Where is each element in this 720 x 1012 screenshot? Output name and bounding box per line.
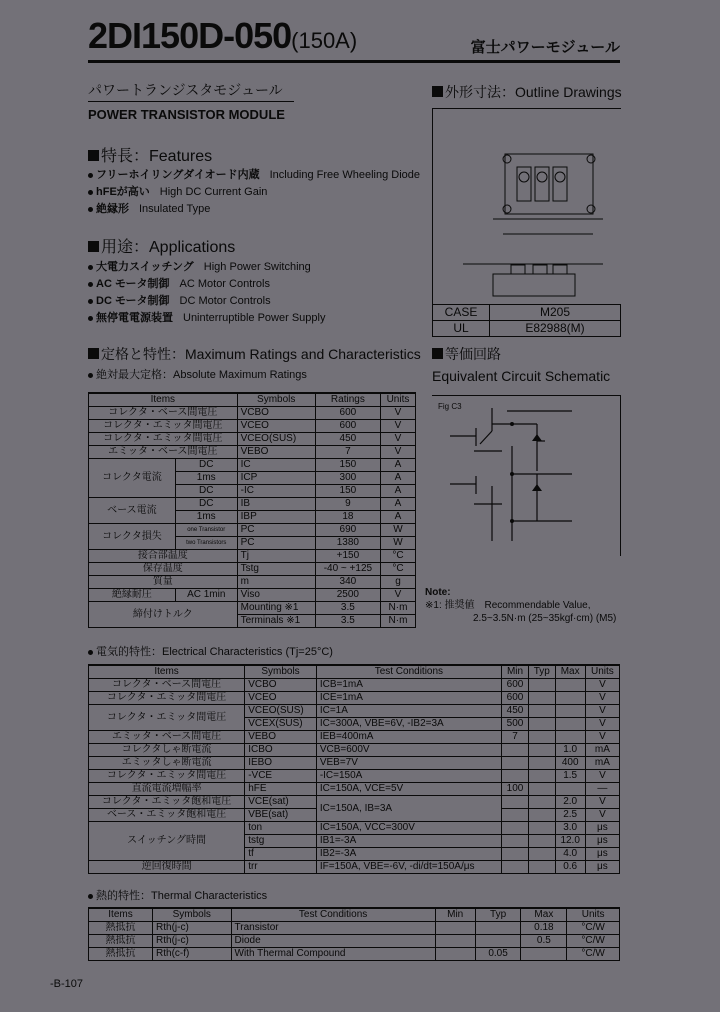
case-table	[432, 304, 621, 337]
figure-label: Fig C3	[438, 402, 462, 411]
electrical-heading: 電気的特性：Electrical Characteristics (Tj=25°C)	[88, 644, 333, 661]
thermal-heading: 熱的特性：Thermal Characteristics	[88, 888, 267, 905]
table-row: ベース・エミッタ飽和電圧 VBE(sat) 2.5 V	[89, 809, 620, 822]
table-row: 接合部温度 Tj +150 °C	[89, 550, 416, 563]
case-value: M205	[490, 305, 621, 321]
table-row: エミッタ・ベース間電圧 VEBO IEB=400mA 7 V	[89, 731, 620, 744]
table-row: VCEX(SUS) IC=300A, VBE=6V, -IB2=3A 500 V	[89, 718, 620, 731]
table-row: ベース電流 DC IB 9 A	[89, 498, 416, 511]
features-list	[88, 167, 420, 218]
abs-max-heading: 絶対最大定格：Absolute Maximum Ratings	[88, 367, 307, 384]
table-row: コレクタ・エミッタ飽和電圧 VCE(sat) IC=150A, IB=3A 2.0 V	[89, 796, 620, 809]
feature-item: hFEが高い High DC Current Gain	[88, 184, 420, 201]
application-item: DC モータ制御 DC Motor Controls	[88, 293, 325, 310]
square-bullet-icon	[88, 150, 99, 161]
ul-value: E82988(M)	[490, 321, 621, 337]
note: Note: ※1: 推奨値 Recommendable Value, 2.5~3.5N·m (25~35kgf·cm) (M5)	[425, 587, 617, 624]
square-bullet-icon	[432, 86, 443, 97]
table-row: コレクタ・エミッタ間電圧 -VCE -IC=150A 1.5 V	[89, 770, 620, 783]
bullet-icon	[88, 373, 93, 378]
table-row: 熱抵抗 Rth(j-c) Transistor 0.18 °C/W	[89, 922, 620, 935]
table-row: コレクタ・ベース間電圧 VCBO ICB=1mA 600 V	[89, 679, 620, 692]
table-row: コレクタ・エミッタ間電圧 VCEO(SUS) IC=1A 450 V	[89, 705, 620, 718]
table-row: コレクタ・エミッタ間電圧 VCEO 600 V	[89, 420, 416, 433]
bullet-icon	[88, 282, 93, 287]
table-row: コレクタ電流 DC IC 150 A	[89, 459, 416, 472]
abs-max-table	[88, 392, 416, 628]
circuit-schematic	[432, 395, 621, 556]
table-row: 逆回復時間 trr IF=150A, VBE=-6V, -di/dt=150A/μs 0.6 μs	[89, 861, 620, 874]
bullet-icon	[88, 190, 93, 195]
table-row: エミッタ・ベース間電圧 VEBO 7 V	[89, 446, 416, 459]
features-heading: 特長：Features	[88, 143, 212, 166]
table-row: スイッチング時間 ton IC=150A, VCC=300V 3.0 μs	[89, 822, 620, 835]
circuit-heading-jp: 等価回路	[432, 344, 501, 364]
brand-label: 富士パワーモジュール	[470, 39, 620, 56]
feature-item: 絶縁形 Insulated Type	[88, 201, 420, 218]
table-row: 1ms IBP 18 A	[89, 511, 416, 524]
table-row: Terminals ※1 3.5 N·m	[89, 615, 416, 628]
table-row: エミッタしゃ断電流 IEBO VEB=7V 400 mA	[89, 757, 620, 770]
ul-label: UL	[433, 321, 490, 337]
outline-drawing-icon	[433, 109, 621, 305]
table-row: 直流電流増幅率 hFE IC=150A, VCE=5V 100 —	[89, 783, 620, 796]
applications-heading: 用途：Applications	[88, 234, 235, 257]
square-bullet-icon	[88, 241, 99, 252]
bullet-icon	[88, 650, 93, 655]
table-row: 絶縁耐圧 AC 1min Viso 2500 V	[89, 589, 416, 602]
product-name-en: POWER TRANSISTOR MODULE	[88, 107, 285, 122]
table-row: コレクタ損失 one Transistor PC 690 W	[89, 524, 416, 537]
table-header: Items Symbols Test Conditions Min Typ Max Units	[89, 908, 620, 922]
bullet-icon	[88, 173, 93, 178]
applications-list	[88, 259, 325, 327]
feature-item: フリーホイリングダイオード内蔵 Including Free Wheeling Diode	[88, 167, 420, 184]
table-row: コレクタしゃ断電流 ICBO VCB=600V 1.0 mA	[89, 744, 620, 757]
table-row: 質量 m 340 g	[89, 576, 416, 589]
application-item: 無停電電源装置 Uninterruptible Power Supply	[88, 310, 325, 327]
table-row: 締付けトルク Mounting ※1 3.5 N·m	[89, 602, 416, 615]
part-number: 2DI150D-050	[88, 15, 292, 56]
circuit-schematic-icon	[432, 396, 620, 556]
current-rating: (150A)	[291, 28, 358, 53]
product-name-jp: パワートランジスタモジュール	[88, 82, 283, 98]
page-number: -B-107	[50, 978, 84, 990]
application-item: 大電力スイッチング High Power Switching	[88, 259, 325, 276]
square-bullet-icon	[88, 348, 99, 359]
product-name-rule	[88, 101, 294, 102]
case-label: CASE	[433, 305, 490, 321]
table-row: tstg IB1=-3A 12.0 μs	[89, 835, 620, 848]
bullet-icon	[88, 265, 93, 270]
table-row: 1ms ICP 300 A	[89, 472, 416, 485]
table-header: Items Symbols Ratings Units	[89, 393, 416, 407]
table-row: DC -IC 150 A	[89, 485, 416, 498]
thermal-table	[88, 907, 620, 961]
bullet-icon	[88, 894, 93, 899]
outline-drawing	[432, 108, 621, 305]
outline-heading: 外形寸法：Outline Drawings	[432, 82, 622, 102]
application-item: AC モータ制御 AC Motor Controls	[88, 276, 325, 293]
page-title	[88, 16, 357, 61]
table-row: コレクタ・エミッタ間電圧 VCEO ICE=1mA 600 V	[89, 692, 620, 705]
table-row: コレクタ・エミッタ間電圧 VCEO(SUS) 450 V	[89, 433, 416, 446]
ratings-section-heading: 定格と特性：Maximum Ratings and Characteristics	[88, 344, 421, 364]
square-bullet-icon	[432, 348, 443, 359]
circuit-heading-en: Equivalent Circuit Schematic	[432, 368, 611, 384]
table-row: 熱抵抗 Rth(c-f) With Thermal Compound 0.05 °C/W	[89, 948, 620, 961]
table-row: tf IB2=-3A 4.0 μs	[89, 848, 620, 861]
table-row: two Transistors PC 1380 W	[89, 537, 416, 550]
table-header: Items Symbols Test Conditions Min Typ Max Units	[89, 665, 620, 679]
bullet-icon	[88, 299, 93, 304]
table-row: コレクタ・ベース間電圧 VCBO 600 V	[89, 407, 416, 420]
bullet-icon	[88, 207, 93, 212]
table-row: 熱抵抗 Rth(j-c) Diode 0.5 °C/W	[89, 935, 620, 948]
electrical-table	[88, 664, 620, 874]
bullet-icon	[88, 316, 93, 321]
table-row: 保存温度 Tstg -40 ~ +125 °C	[89, 563, 416, 576]
header-rule	[88, 60, 620, 63]
